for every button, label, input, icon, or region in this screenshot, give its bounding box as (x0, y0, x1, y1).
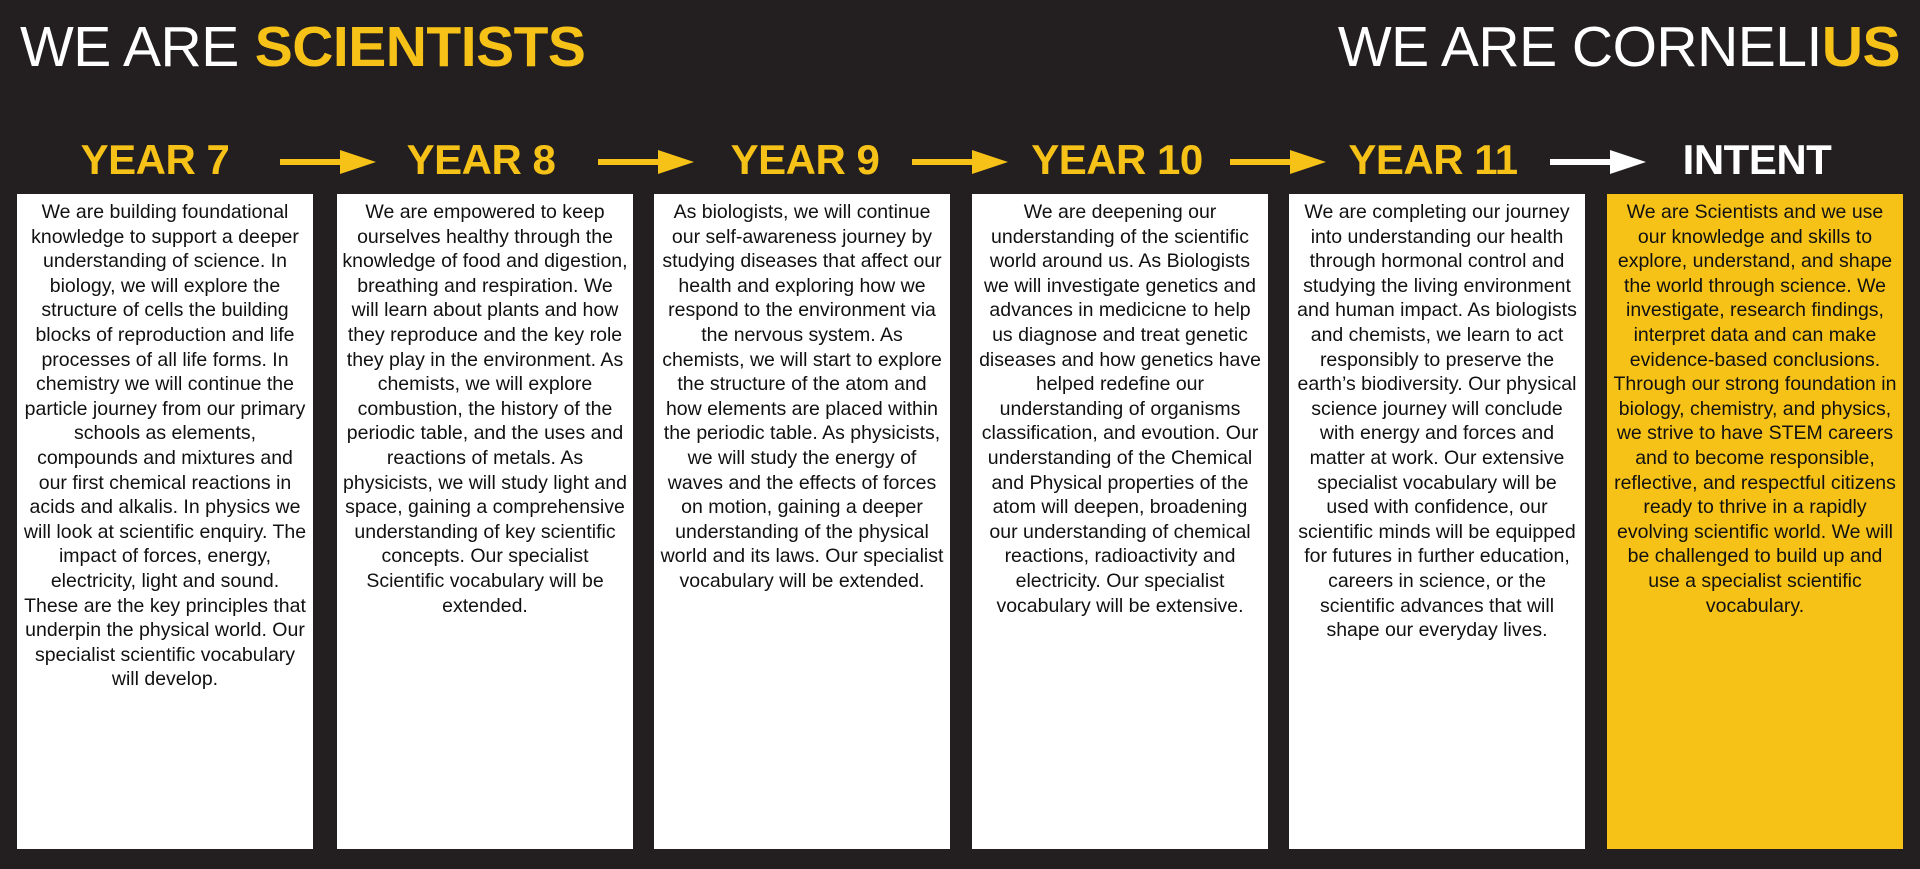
header-right-plain: WE ARE CORNELI (1337, 15, 1822, 79)
header-we-are-cornelius (1338, 14, 1900, 80)
year-10-text: We are deepening our understanding of the scientific world around us. As Biologists we will investigate genetics and advances in medicicne to help us diagnose and treat genetic diseases and how genetics have helped redefine our understanding of organisms classification, and evoution. Our understanding of the Chemical and Physical properties of the atom will deepen, broadening our understanding of chemical reactions, radioactivity and electricity. Our specialist vocabulary will be extensive. (979, 201, 1261, 617)
year-8-label: YEAR 8 (406, 136, 556, 183)
year-10-label: YEAR 10 (1031, 136, 1203, 183)
intent-text: We are Scientists and we use our knowledge and skills to explore, understand, and shape the world through science. We investigate, research findings, interpret data and can make evidence-based conclusions. Through our strong foundation in biology, chemistry, and physics, we strive to have STEM careers and to become responsible, reflective, and respectful citizens ready to thrive in a rapidly evolving scientific world. We will be challenged to build up and use a specialist scientific vocabulary. (1613, 201, 1897, 617)
year-10-card (972, 194, 1268, 849)
year-8-text: We are empowered to keep ourselves healthy through the knowledge of food and digestion, breathing and respiration. We will learn about plants and how they reproduce and the key role they play in the environment. As chemists, we will explore combustion, the history of the periodic table, and the uses and reactions of metals. As physicists, we will study light and space, gaining a comprehensive understanding of key scientific concepts. Our specialist Scientific vocabulary will be extended. (342, 201, 628, 617)
header-we-are-scientists (20, 14, 585, 80)
intent-label: INTENT (1682, 136, 1832, 183)
year-11-label: YEAR 11 (1348, 136, 1518, 183)
header-left-accent: SCIENTISTS (254, 15, 586, 79)
year-7-text: We are building foundational knowledge to support a deeper understanding of science. In biology, we will explore the structure of cells the building blocks of reproduction and life processes of all life forms. In chemistry we will continue the particle journey from our primary schools as elements, compounds and mixtures and our first chemical reactions in acids and alkalis. In physics we will look at scientific enquiry. The impact of forces, energy, electricity, light and sound. These are the key principles that underpin the physical world. Our specialist scientific vocabulary will develop. (23, 201, 307, 691)
year-7-card (17, 194, 313, 849)
year-9-text: As biologists, we will continue our self-awareness journey by studying diseases that affect our health and exploring how we respond to the environment via the nervous system. As chemists, we will start to explore the structure of the atom and how elements are placed within the periodic table. As physicists, we will study the energy of waves and the effects of forces on motion, gaining a deeper understanding of the physical world and its laws. Our specialist vocabulary will be extended. (660, 201, 944, 592)
header-left-plain: WE ARE (20, 15, 239, 79)
header-right-accent: US (1821, 15, 1900, 79)
intent-card (1607, 194, 1903, 849)
year-7-label: YEAR 7 (80, 136, 230, 183)
year-9-label: YEAR 9 (730, 136, 880, 183)
year-9-card (654, 194, 950, 849)
year-11-card (1289, 194, 1585, 849)
year-11-text: We are completing our journey into understanding our health through hormonal control and studying the living environment and human impact. As biologists and chemists, we learn to act responsibly to preserve the earth’s biodiversity. Our physical science journey will conclude with energy and forces and matter at work. Our extensive specialist vocabulary will be used with confidence, our scientific minds will be equipped for futures in further education, careers in science, or the scientific advances that will shape our everyday lives. (1297, 201, 1577, 642)
year-timeline (0, 132, 1920, 188)
year-8-card (337, 194, 633, 849)
